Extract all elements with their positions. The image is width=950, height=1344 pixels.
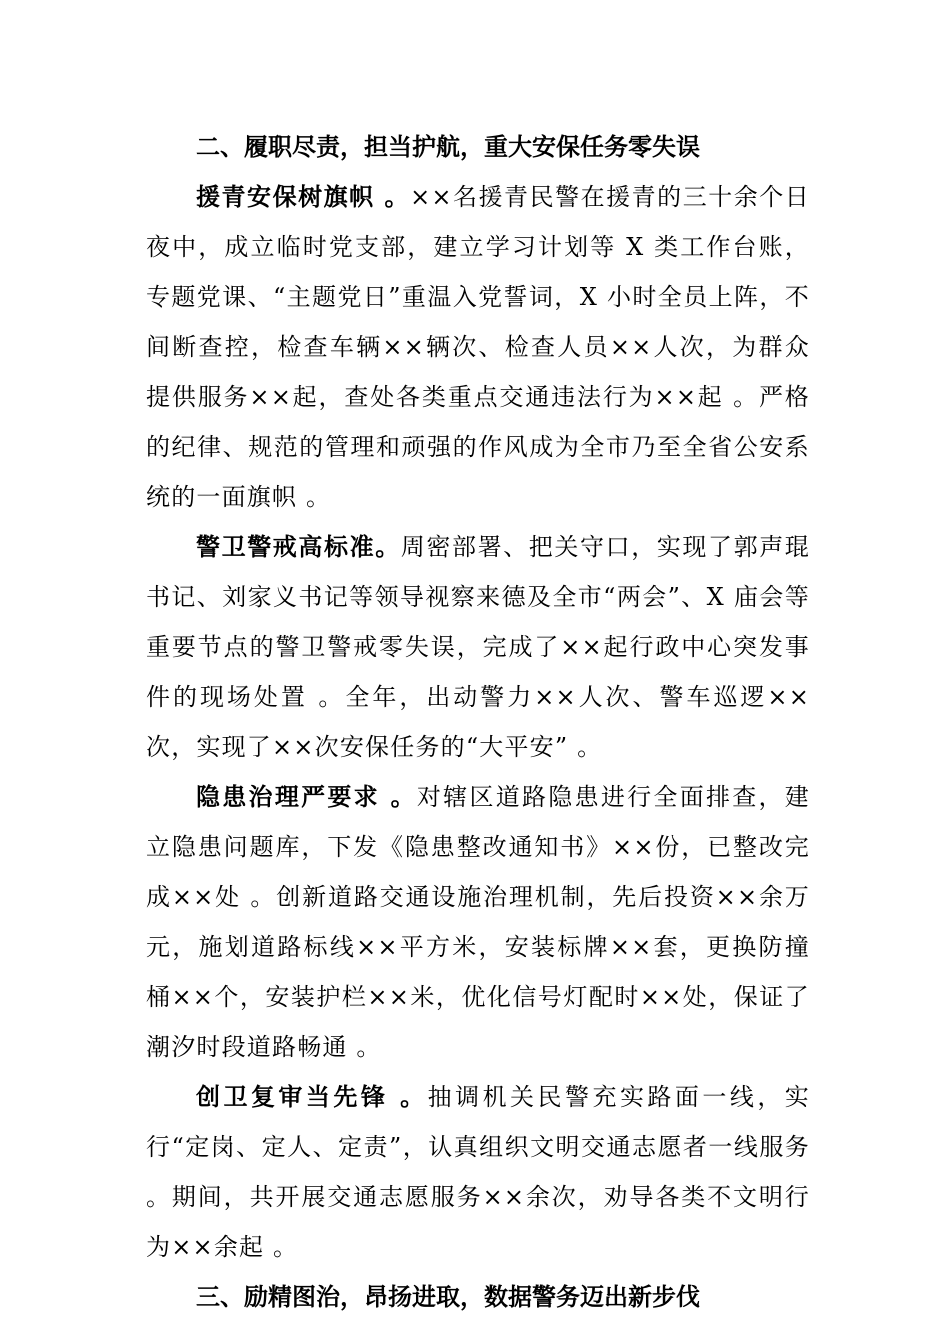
paragraph-lead: 隐患治理严要求 。 bbox=[196, 783, 417, 811]
paragraph-yuanqing-security bbox=[146, 172, 810, 522]
paragraph-hazard-control bbox=[146, 772, 810, 1072]
paragraph-body: 抽调机关民警充实路面一线，实行“定岗、定人、定责”，认真组织文明交通志愿者一线服务 。期间，共开展交通志愿服务××余次，劝导各类不文明行为××余起 。 bbox=[146, 1083, 810, 1261]
paragraph-body: 周密部署、把关守口，实现了郭声琨书记、刘家义书记等领导视察来德及全市“两会”、X 庙会等重要节点的警卫警戒零失误，完成了××起行政中心突发事件的现场处置 。全年，出动警力××人次、警车巡逻××次，实现了××次安保任务的“大平安” 。 bbox=[146, 533, 810, 761]
paragraph-body: ××名援青民警在援青的三十余个日夜中，成立临时党支部，建立学习计划等 X 类工作台账，专题党课、“主题党日”重温入党誓词，X 小时全员上阵，不间断查控，检查车辆××辆次、检查人员××人次，为群众提供服务××起，查处各类重点交通违法行为××起 。严格的纪律、规范的管理和顽强的作风成为全市乃至全省公安系统的一面旗帜 。 bbox=[146, 183, 810, 511]
paragraph-sanitation-review bbox=[146, 1072, 810, 1272]
paragraph-body: 对辖区道路隐患进行全面排查，建立隐患问题库，下发《隐患整改通知书》××份，已整改完成××处 。创新道路交通设施治理机制，先后投资××余万元，施划道路标线××平方米，安装标牌××套，更换防撞桶××个，安装护栏××米，优化信号灯配时××处，保证了潮汐时段道路畅通 。 bbox=[146, 783, 811, 1061]
document-page bbox=[146, 122, 810, 1322]
paragraph-lead: 创卫复审当先锋 。 bbox=[196, 1083, 428, 1111]
paragraph-lead: 援青安保树旗帜 。 bbox=[196, 183, 411, 211]
section-heading-3: 三、励精图治，昂扬进取，数据警务迈出新步伐 bbox=[196, 1283, 700, 1311]
paragraph-guard-alert bbox=[146, 522, 810, 772]
paragraph-lead: 警卫警戒高标准。 bbox=[196, 533, 401, 561]
section-heading-2: 二、履职尽责，担当护航，重大安保任务零失误 bbox=[196, 133, 700, 161]
